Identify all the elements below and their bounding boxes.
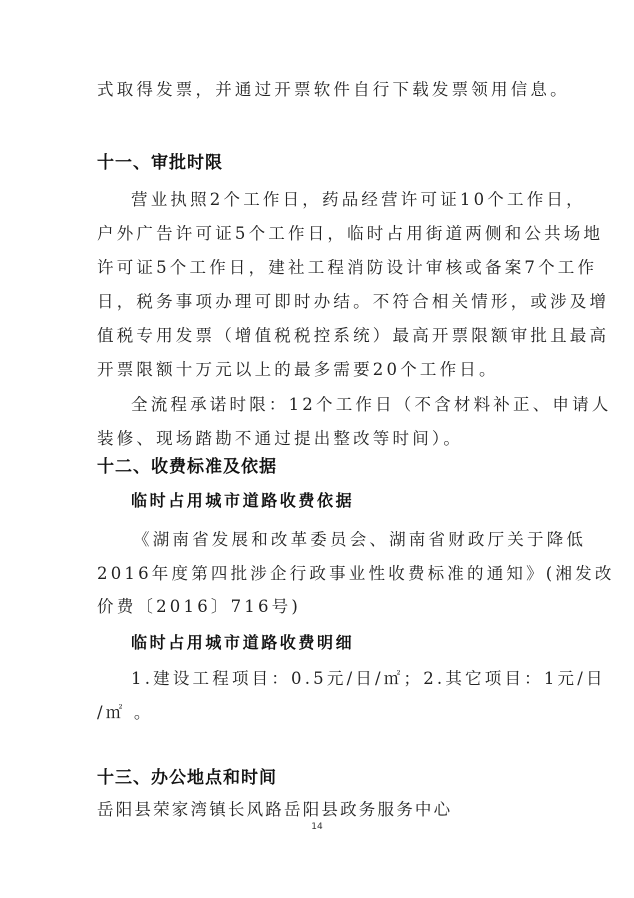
- section-12-subheading: 临时占用城市道路收费依据: [131, 491, 355, 510]
- basis-line: 2016年度第四批涉企行政事业性收费标准的通知》(湘发改: [97, 564, 615, 583]
- section-11-heading: 十一、审批时限: [97, 153, 223, 173]
- section-11-para2-line: 全流程承诺时限：12个工作日（不含材料补正、申请人: [131, 395, 612, 414]
- section-11-para-line: 营业执照2个工作日，药品经营许可证10个工作日，: [131, 190, 586, 209]
- office-address: 岳阳县荣家湾镇长风路岳阳县政务服务中心: [97, 800, 453, 819]
- detail-line: /㎡ 。: [97, 703, 154, 722]
- section-12-heading: 十二、收费标准及依据: [97, 457, 277, 477]
- basis-line: 价费〔2016〕716号): [97, 597, 302, 616]
- detail-line: 1.建设工程项目：0.5元/日/㎡；2.其它项目：1元/日: [131, 669, 606, 688]
- section-12-subheading: 临时占用城市道路收费明细: [131, 633, 355, 652]
- basis-line: 《湖南省发展和改革委员会、湖南省财政厅关于降低: [133, 530, 587, 549]
- section-11-para-line: 开票限额十万元以上的最多需要20个工作日。: [97, 360, 499, 379]
- page-number: 14: [311, 822, 323, 832]
- section-11-para-line: 许可证5个工作日，建社工程消防设计审核或备案7个工作: [97, 258, 598, 277]
- intro-line: 式取得发票，并通过开票软件自行下载发票领用信息。: [97, 80, 570, 99]
- section-11-para-line: 户外广告许可证5个工作日，临时占用街道两侧和公共场地: [97, 224, 604, 243]
- section-11-para-line: 日，税务事项办理可即时办结。不符合相关情形，或涉及增: [97, 292, 610, 311]
- section-11-para2-line: 装修、现场踏勘不通过提出整改等时间）。: [97, 429, 464, 448]
- section-11-para-line: 值税专用发票（增值税税控系统）最高开票限额审批且最高: [97, 326, 610, 345]
- section-13-heading: 十三、办公地点和时间: [97, 768, 277, 788]
